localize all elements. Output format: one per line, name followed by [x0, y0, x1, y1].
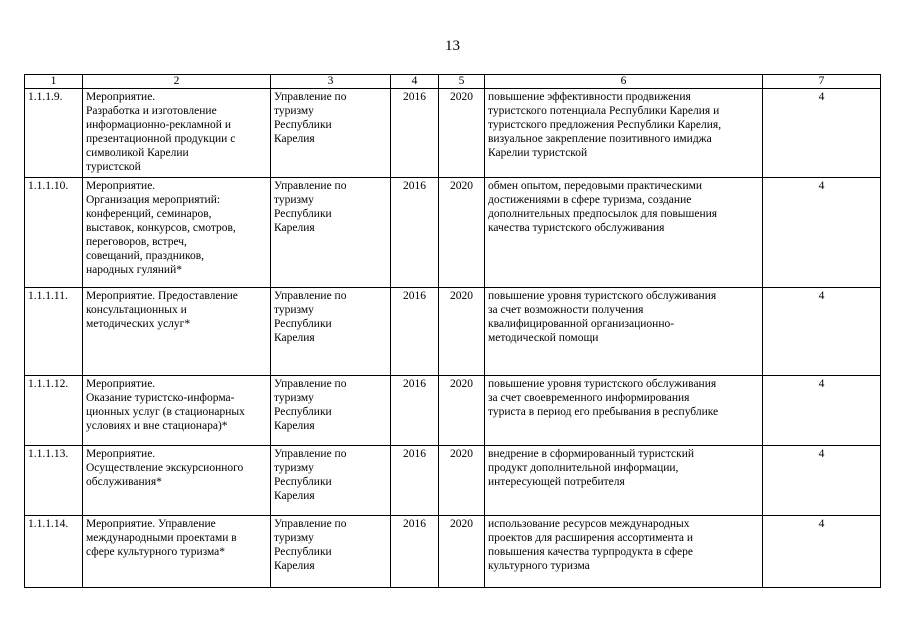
event-description-cell-line: методических услуг* [86, 318, 191, 330]
expected-result-cell-line: туристского предложения Республики Карелия, [488, 119, 722, 131]
expected-result-cell [485, 446, 763, 516]
page-number: 13 [445, 38, 460, 54]
event-description-cell-line: Мероприятие. Управление [86, 518, 216, 530]
expected-result-cell-line: Карелии туристской [488, 147, 588, 159]
item-number-cell: 1.1.1.10. [25, 178, 83, 288]
event-description-cell [83, 516, 271, 588]
event-description-cell-line: Мероприятие. [86, 448, 156, 460]
executor-cell-line: Управление по [274, 91, 347, 103]
executor-cell-line: Республики [274, 546, 332, 558]
event-description-cell-line: переговоров, встреч, [86, 236, 187, 248]
expected-result-cell-line: повышение эффективности продвижения [488, 91, 691, 103]
expected-result-cell [485, 516, 763, 588]
expected-result-cell-line: повышения качества турпродукта в сфере [488, 546, 693, 558]
expected-result-cell [485, 288, 763, 376]
event-description-cell-line: Мероприятие. [86, 378, 156, 390]
executor-cell-line: туризму [274, 105, 314, 117]
event-description-cell-line: выставок, конкурсов, смотров, [86, 222, 236, 234]
expected-result-cell-line: за счет своевременного информирования [488, 392, 690, 404]
executor-cell [271, 446, 391, 516]
header-row [25, 75, 881, 89]
start-year-cell: 2016 [391, 178, 439, 288]
table-row [25, 516, 881, 588]
event-description-cell-line: символикой Карелии [86, 147, 189, 159]
event-description-cell-line: обслуживания* [86, 476, 162, 488]
executor-cell [271, 89, 391, 178]
table-row [25, 178, 881, 288]
expected-result-cell [485, 376, 763, 446]
expected-result-cell-line: визуальное закрепление позитивного имиджа [488, 133, 712, 145]
expected-result-cell-line: методической помощи [488, 332, 599, 344]
executor-cell-line: туризму [274, 462, 314, 474]
executor-cell-line: Республики [274, 119, 332, 131]
table-body [25, 89, 881, 588]
event-description-cell-line: народных гуляний* [86, 264, 182, 276]
item-number-cell: 1.1.1.12. [25, 376, 83, 446]
executor-cell-line: Управление по [274, 378, 347, 390]
end-year-cell: 2020 [439, 516, 485, 588]
end-year-cell: 2020 [439, 446, 485, 516]
executor-cell [271, 178, 391, 288]
header-cell-2: 2 [83, 75, 271, 89]
item-number-cell: 1.1.1.11. [25, 288, 83, 376]
event-description-cell-line: Оказание туристско-информа- [86, 392, 235, 404]
header-cell-3: 3 [271, 75, 391, 89]
expected-result-cell-line: использование ресурсов международных [488, 518, 690, 530]
executor-cell-line: Карелия [274, 560, 315, 572]
start-year-cell: 2016 [391, 516, 439, 588]
executor-cell-line: туризму [274, 532, 314, 544]
executor-cell [271, 516, 391, 588]
executor-cell-line: Управление по [274, 518, 347, 530]
event-description-cell-line: Мероприятие. [86, 180, 156, 192]
expected-result-cell-line: достижениями в сфере туризма, создание [488, 194, 692, 206]
event-description-cell-line: сфере культурного туризма* [86, 546, 226, 558]
executor-cell-line: Карелия [274, 133, 315, 145]
item-number-cell: 1.1.1.9. [25, 89, 83, 178]
expected-result-cell-line: квалифицированной организационно- [488, 318, 675, 330]
indicator-cell: 4 [763, 89, 881, 178]
expected-result-cell [485, 178, 763, 288]
event-description-cell-line: Организация мероприятий: [86, 194, 221, 206]
executor-cell-line: Карелия [274, 332, 315, 344]
executor-cell-line: Республики [274, 406, 332, 418]
event-description-cell [83, 178, 271, 288]
start-year-cell: 2016 [391, 288, 439, 376]
executor-cell-line: туризму [274, 392, 314, 404]
expected-result-cell-line: культурного туризма [488, 560, 590, 572]
event-description-cell-line: Разработка и изготовление [86, 105, 217, 117]
header-cell-4: 4 [391, 75, 439, 89]
indicator-cell: 4 [763, 178, 881, 288]
item-number-cell: 1.1.1.14. [25, 516, 83, 588]
end-year-cell: 2020 [439, 178, 485, 288]
indicator-cell: 4 [763, 446, 881, 516]
event-description-cell-line: Осуществление экскурсионного [86, 462, 244, 474]
program-table [24, 74, 881, 588]
indicator-cell: 4 [763, 376, 881, 446]
start-year-cell: 2016 [391, 446, 439, 516]
event-description-cell [83, 446, 271, 516]
event-description-cell [83, 376, 271, 446]
expected-result-cell-line: туристского потенциала Республики Карелия и [488, 105, 720, 117]
table-row [25, 89, 881, 178]
header-cell-1: 1 [25, 75, 83, 89]
executor-cell-line: Карелия [274, 490, 315, 502]
expected-result-cell-line: продукт дополнительной информации, [488, 462, 679, 474]
expected-result-cell-line: за счет возможности получения [488, 304, 644, 316]
event-description-cell [83, 89, 271, 178]
executor-cell-line: туризму [274, 304, 314, 316]
executor-cell-line: Республики [274, 208, 332, 220]
event-description-cell-line: ционных услуг (в стационарных [86, 406, 245, 418]
event-description-cell-line: Мероприятие. [86, 91, 156, 103]
executor-cell-line: Управление по [274, 180, 347, 192]
item-number-cell: 1.1.1.13. [25, 446, 83, 516]
executor-cell-line: Управление по [274, 448, 347, 460]
event-description-cell-line: туристской [86, 161, 141, 173]
event-description-cell-line: презентационной продукции с [86, 133, 236, 145]
expected-result-cell [485, 89, 763, 178]
event-description-cell-line: информационно-рекламной и [86, 119, 231, 131]
header-cell-6: 6 [485, 75, 763, 89]
start-year-cell: 2016 [391, 89, 439, 178]
executor-cell [271, 288, 391, 376]
executor-cell-line: Карелия [274, 222, 315, 234]
event-description-cell-line: международными проектами в [86, 532, 237, 544]
expected-result-cell-line: дополнительных предпосылок для повышения [488, 208, 718, 220]
table-row [25, 376, 881, 446]
end-year-cell: 2020 [439, 288, 485, 376]
end-year-cell: 2020 [439, 376, 485, 446]
event-description-cell [83, 288, 271, 376]
header-cell-5: 5 [439, 75, 485, 89]
expected-result-cell-line: туриста в период его пребывания в республике [488, 406, 719, 418]
event-description-cell-line: совещаний, праздников, [86, 250, 205, 262]
event-description-cell-line: конференций, семинаров, [86, 208, 212, 220]
header-cell-7: 7 [763, 75, 881, 89]
executor-cell-line: Республики [274, 476, 332, 488]
expected-result-cell-line: качества туристского обслуживания [488, 222, 665, 234]
event-description-cell-line: условиях и вне стационара)* [86, 420, 228, 432]
table-row [25, 288, 881, 376]
expected-result-cell-line: внедрение в сформированный туристский [488, 448, 695, 460]
indicator-cell: 4 [763, 516, 881, 588]
start-year-cell: 2016 [391, 376, 439, 446]
executor-cell-line: Республики [274, 318, 332, 330]
event-description-cell-line: Мероприятие. Предоставление [86, 290, 238, 302]
expected-result-cell-line: интересующей потребителя [488, 476, 625, 488]
executor-cell-line: Карелия [274, 420, 315, 432]
executor-cell [271, 376, 391, 446]
table-row [25, 446, 881, 516]
indicator-cell: 4 [763, 288, 881, 376]
end-year-cell: 2020 [439, 89, 485, 178]
executor-cell-line: Управление по [274, 290, 347, 302]
executor-cell-line: туризму [274, 194, 314, 206]
expected-result-cell-line: повышение уровня туристского обслуживания [488, 290, 717, 302]
expected-result-cell-line: обмен опытом, передовыми практическими [488, 180, 703, 192]
expected-result-cell-line: повышение уровня туристского обслуживания [488, 378, 717, 390]
event-description-cell-line: консультационных и [86, 304, 187, 316]
expected-result-cell-line: проектов для расширения ассортимента и [488, 532, 693, 544]
